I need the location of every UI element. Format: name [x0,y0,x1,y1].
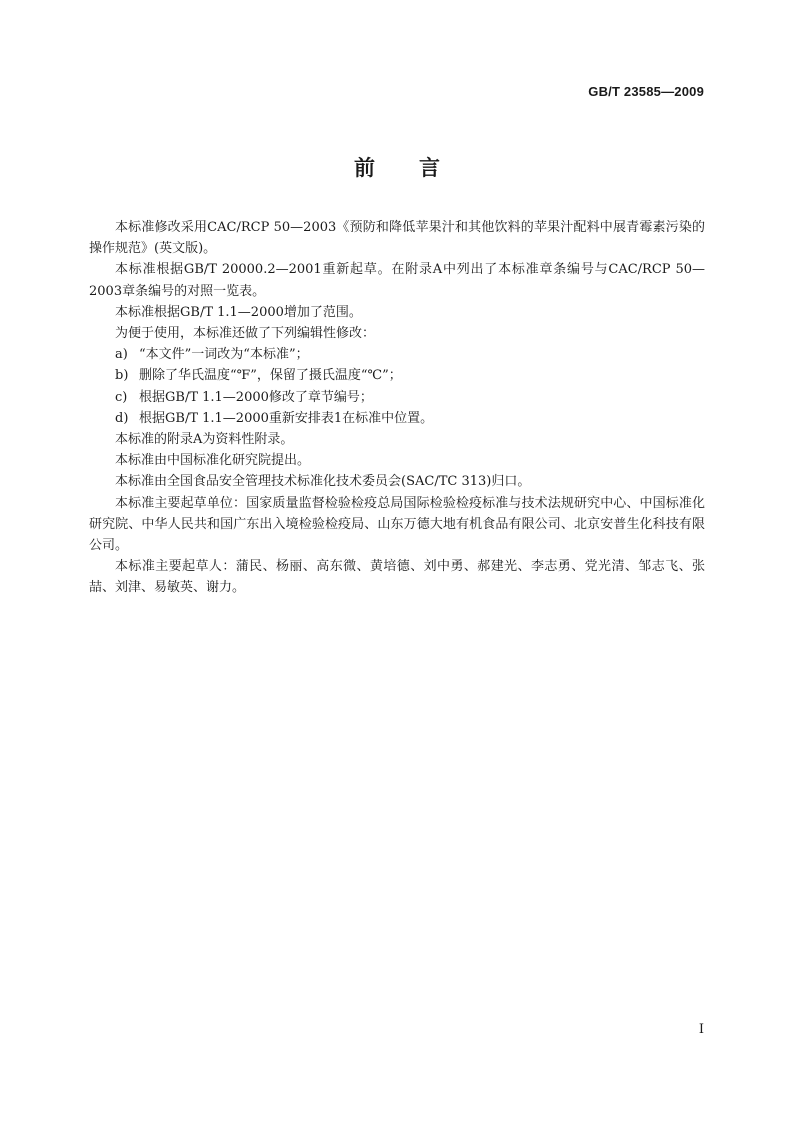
edit-marker: b) [115,368,129,384]
paragraph-edits-intro: 为便于使用，本标准还做了下列编辑性修改： [115,326,376,342]
edit-marker: a) [115,347,128,363]
edit-item-b [89,365,705,386]
edit-item-a [89,344,705,365]
edit-list [89,344,705,429]
edit-marker: d) [115,410,129,426]
foreword-body [89,217,705,599]
edit-text: 根据GB/T 1.1—2000重新安排表1在标准中位置。 [139,410,434,426]
paragraph-drafting-basis: 本标准根据GB/T 20000.2—2001重新起草。在附录A中列出了本标准章条编号与CAC/RCP 50—2003章条编号的对照一览表。 [89,262,705,299]
edit-item-c [89,387,705,408]
edit-text: 根据GB/T 1.1—2000修改了章节编号； [139,389,373,405]
paragraph-annex: 本标准的附录A为资料性附录。 [115,432,294,448]
paragraph-proposer: 本标准由中国标准化研究院提出。 [115,453,311,469]
paragraph-drafters: 本标准主要起草人：蒲民、杨丽、高东微、黄培德、刘中勇、郝建光、李志勇、党光清、邹志飞、张喆、刘津、易敏英、谢力。 [89,559,705,596]
edit-marker: c) [115,389,128,405]
standard-number: GB/T 23585—2009 [588,84,704,99]
paragraph-adoption: 本标准修改采用CAC/RCP 50—2003《预防和降低苹果汁和其他饮料的苹果汁配料中展青霉素污染的操作规范》(英文版)。 [89,220,705,257]
edit-item-d [89,408,705,429]
page-number: I [698,1022,704,1037]
page-title: 前言 [354,156,484,180]
paragraph-drafting-units: 本标准主要起草单位：国家质量监督检验检疫总局国际检验检疫标准与技术法规研究中心、中国标准化研究院、中华人民共和国广东出入境检验检疫局、山东万德大地有机食品有限公司、北京安普生化科技有限公司。 [89,495,705,554]
paragraph-scope-added: 本标准根据GB/T 1.1—2000增加了范围。 [115,304,362,320]
edit-text: “本文件”一词改为“本标准”； [139,347,309,363]
paragraph-committee: 本标准由全国食品安全管理技术标准化技术委员会(SAC/TC 313)归口。 [115,474,531,490]
edit-text: 删除了华氏温度“℉”，保留了摄氏温度“℃”； [139,368,402,384]
